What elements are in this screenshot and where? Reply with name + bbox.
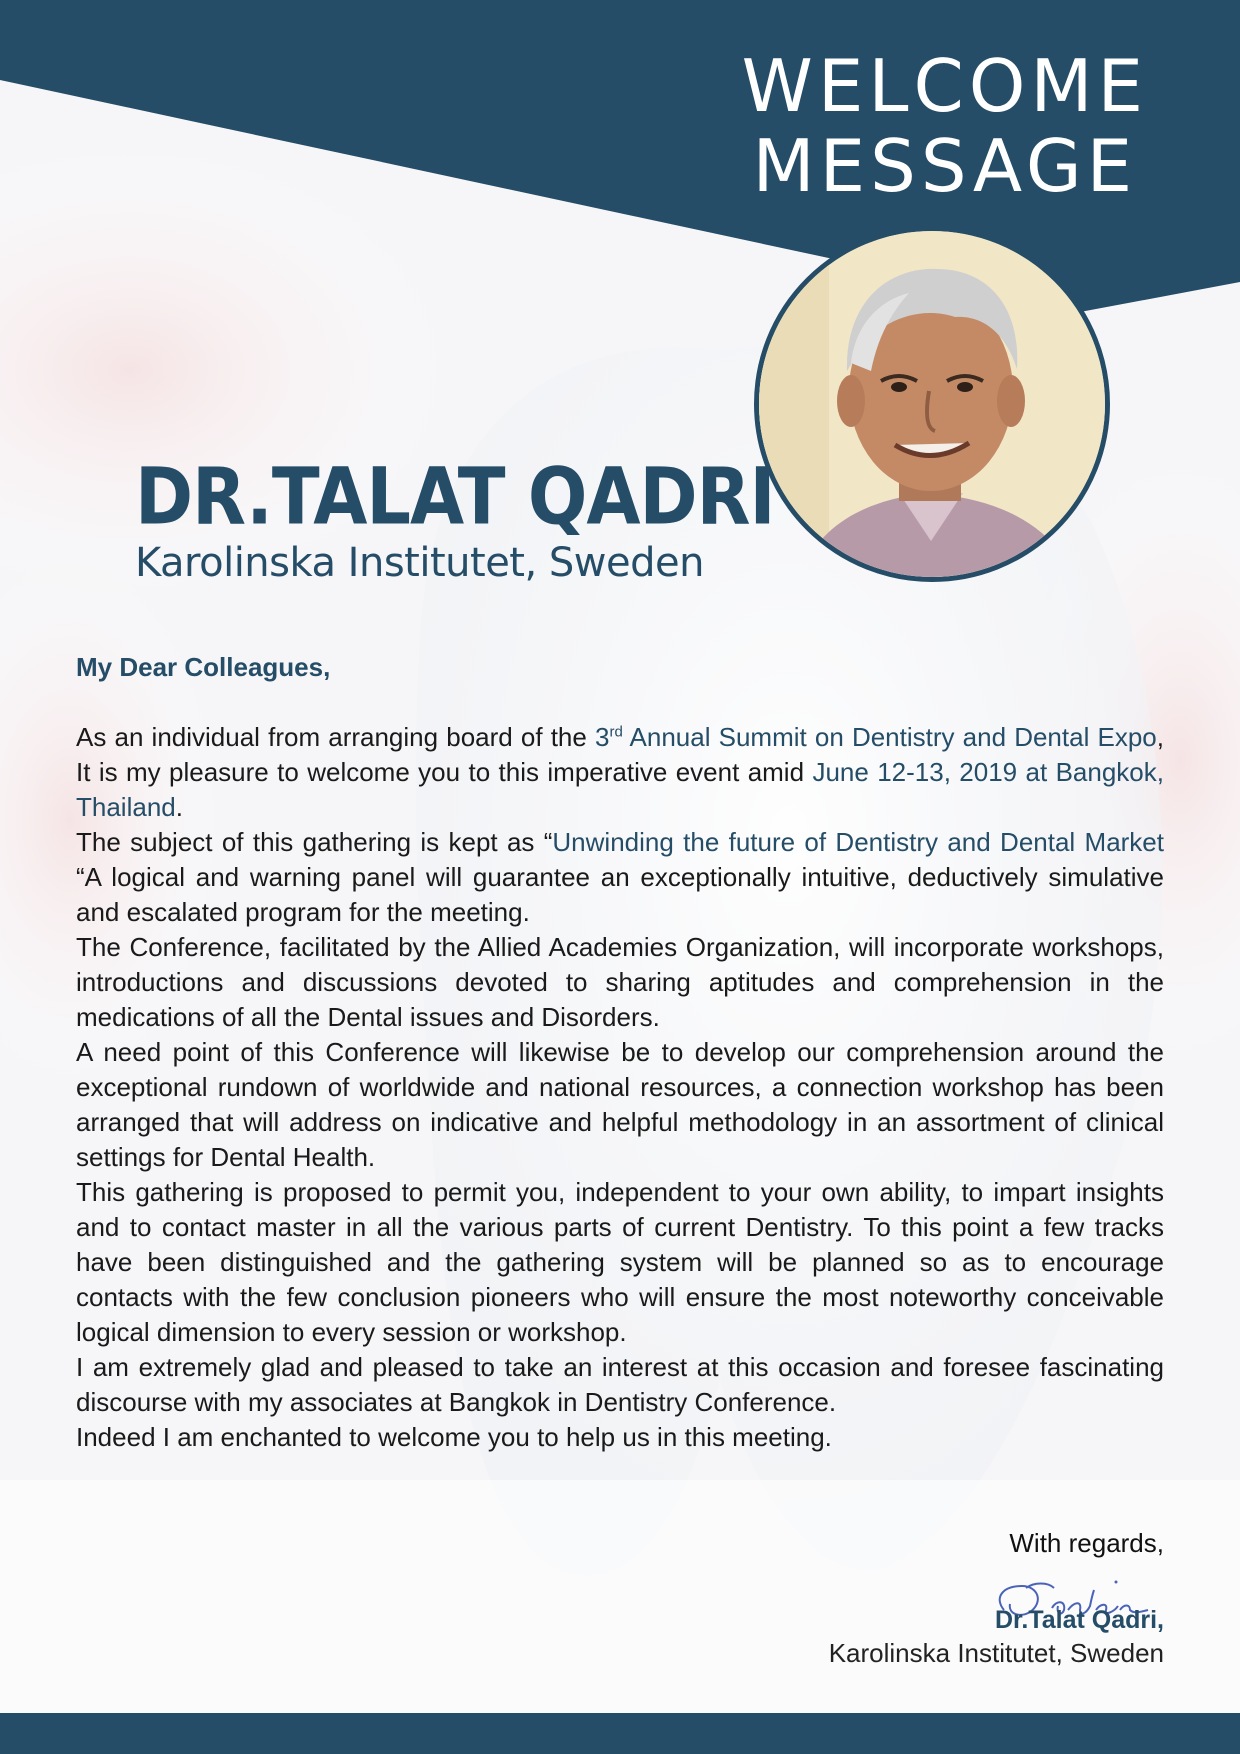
welcome-message-title (742, 46, 1148, 206)
letter-body (76, 650, 1164, 1455)
paragraph-4: A need point of this Conference will likewise be to develop our comprehension around the exceptional rundown of worldwide and national resources, a connection workshop has been arranged that will address on indicative and helpful methodology in an assortment of clinical settings for Dental Health. (76, 1037, 1164, 1172)
event-ordinal: 3 (595, 722, 610, 752)
conference-theme: Unwinding the future of Dentistry and Dental Market (552, 827, 1164, 857)
paragraph-7: Indeed I am enchanted to welcome you to help us in this meeting. (76, 1422, 832, 1452)
paragraph-6: I am extremely glad and pleased to take an interest at this occasion and foresee fascinating discourse with my associates at Bangkok in Dentistry Conference. (76, 1352, 1164, 1417)
salutation: My Dear Colleagues, (76, 652, 331, 682)
paragraph-1 (76, 720, 1164, 825)
paragraph-1-text-c: . (175, 792, 183, 822)
event-date-place: June 12-13, 2019 at Bangkok, Thailand (76, 757, 1164, 822)
speaker-portrait (754, 226, 1110, 582)
title-line-2: MESSAGE (752, 124, 1138, 208)
paragraph-5: This gathering is proposed to permit you, independent to your own ability, to impart insights and to contact master in all the various parts of current Dentistry. To this point a few tracks have been distinguished and the gathering system will be planned so as to encourage contacts with the few conclusion pioneers who will ensure the most noteworthy conceivable logical dimension to every session or workshop. (76, 1177, 1164, 1347)
title-line-1: WELCOME (741, 44, 1148, 128)
portrait-photo (759, 231, 1105, 577)
paragraph-3: The Conference, facilitated by the Allied Academies Organization, will incorporate workshops, introductions and discussions devoted to sharing aptitudes and comprehension in the medications of all the Dental issues and Disorders. (76, 932, 1164, 1032)
paragraph-1-text-a: As an individual from arranging board of the (76, 722, 595, 752)
speaker-name-heading: DR.TALAT QADRI (135, 450, 775, 543)
paragraph-2 (76, 825, 1164, 930)
paragraph-2-text-a: The subject of this gathering is kept as “ (76, 827, 553, 857)
closing-regards: With regards, (1009, 1528, 1164, 1558)
footer-bar (0, 1713, 1240, 1754)
event-ordinal-suffix: rd (609, 723, 623, 741)
signatory-affiliation: Karolinska Institutet, Sweden (828, 1638, 1164, 1668)
paragraph-2-text-b: “A logical and warning panel will guarantee an exceptionally intuitive, deductively simulative and escalated program for the meeting. (76, 862, 1164, 927)
event-name (595, 722, 1157, 752)
speaker-affiliation: Karolinska Institutet, Sweden (135, 540, 704, 586)
event-title: Annual Summit on Dentistry and Dental Expo (622, 722, 1157, 752)
paragraph-1-text-b: , It is my pleasure to welcome you to this imperative event amid (76, 722, 1164, 787)
signatory-name: Dr.Talat Qadri, (994, 1606, 1164, 1634)
